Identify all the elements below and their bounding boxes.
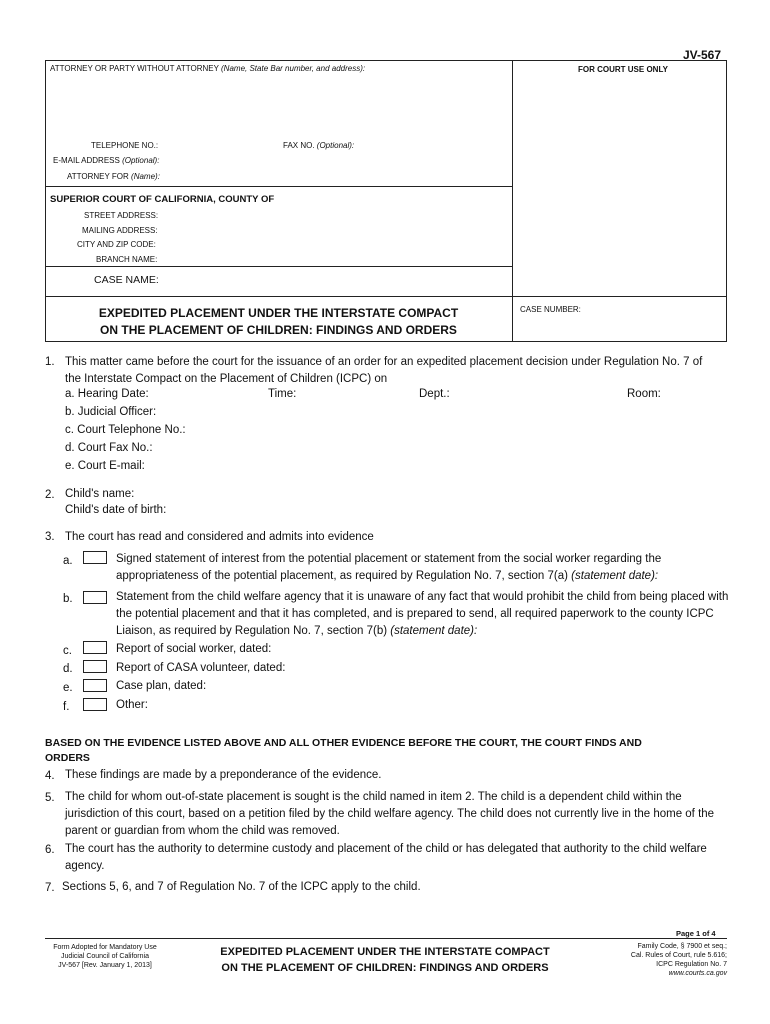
- item7-text: Sections 5, 6, and 7 of Regulation No. 7 of the ICPC apply to the child.: [62, 881, 421, 893]
- item6-text: [65, 841, 745, 875]
- item3a-line2: appropriateness of the potential placement, as required by Regulation No. 7, section 7(a) (statement date):: [116, 570, 659, 582]
- footer-left: [45, 943, 165, 970]
- item3a-checkbox[interactable]: [83, 551, 107, 564]
- findings-heading-line2: ORDERS: [45, 752, 90, 764]
- divider-casename: [45, 296, 727, 297]
- item3f-text: Other:: [116, 699, 148, 711]
- item3d-text: Report of CASA volunteer, dated:: [116, 662, 286, 674]
- item3e-checkbox[interactable]: [83, 679, 107, 692]
- child-dob-label: Child's date of birth:: [65, 504, 167, 516]
- item6-number: 6.: [45, 844, 55, 856]
- item3d-checkbox[interactable]: [83, 660, 107, 673]
- footer-title: [180, 944, 590, 976]
- item3c-checkbox[interactable]: [83, 641, 107, 654]
- court-telephone-label: c. Court Telephone No.:: [65, 424, 186, 436]
- item3b-checkbox[interactable]: [83, 591, 107, 604]
- fax-label: FAX NO. (Optional):: [283, 141, 355, 150]
- item3b-letter: b.: [63, 593, 73, 605]
- findings-heading-line1: BASED ON THE EVIDENCE LISTED ABOVE AND ALL OTHER EVIDENCE BEFORE THE COURT, THE COURT FINDS AND: [45, 737, 642, 749]
- findings-heading: [45, 736, 735, 766]
- item3b-line2: the potential placement and that it has completed, and is prepared to send, all required paperwork to the county ICPC: [116, 608, 714, 620]
- item5-number: 5.: [45, 792, 55, 804]
- footer-rule: [45, 938, 727, 939]
- item3c-text: Report of social worker, dated:: [116, 643, 272, 655]
- footer-left-line3: JV-567 [Rev. January 1, 2013]: [58, 962, 152, 969]
- footer-right-line1: Family Code, § 7900 et seq.;: [637, 943, 727, 950]
- attorney-label: ATTORNEY OR PARTY WITHOUT ATTORNEY (Name, State Bar number, and address):: [50, 64, 366, 73]
- item2-number: 2.: [45, 489, 55, 501]
- case-number-label: CASE NUMBER:: [520, 305, 581, 314]
- item3e-letter: e.: [63, 682, 73, 694]
- item3f-checkbox[interactable]: [83, 698, 107, 711]
- item3c-letter: c.: [63, 645, 72, 657]
- item5-line2: jurisdiction of this court, based on a petition filed by the child welfare agency. The child does not currently live in the home of the: [65, 808, 715, 820]
- dept-label: Dept.:: [419, 388, 450, 400]
- item7-number: 7.: [45, 882, 55, 894]
- court-fax-label: d. Court Fax No.:: [65, 442, 153, 454]
- item3d-letter: d.: [63, 663, 73, 675]
- time-label: Time:: [268, 388, 297, 400]
- item3a-text: [116, 551, 736, 585]
- footer-right-line2: Cal. Rules of Court, rule 5.616;: [630, 952, 727, 959]
- divider-court: [45, 266, 512, 267]
- case-name-label: CASE NAME:: [94, 274, 159, 286]
- item6-line1: The court has the authority to determine custody and placement of the child or has delegated that authority to the child welfare: [65, 843, 707, 855]
- item1-line2: the Interstate Compact on the Placement of Children (ICPC) on: [65, 373, 388, 385]
- court-email-label: e. Court E-mail:: [65, 460, 145, 472]
- item1-number: 1.: [45, 356, 55, 368]
- item1-line1: This matter came before the court for the issuance of an order for an expedited placement decision under Regulation No. 7 of: [65, 356, 703, 368]
- item6-line2: agency.: [65, 860, 105, 872]
- item3-number: 3.: [45, 531, 55, 543]
- item3f-letter: f.: [63, 701, 70, 713]
- page-number: Page 1 of 4: [676, 929, 716, 938]
- form-title-line2: ON THE PLACEMENT OF CHILDREN: FINDINGS AND ORDERS: [100, 323, 457, 337]
- item3a-letter: a.: [63, 555, 73, 567]
- telephone-label: TELEPHONE NO.:: [91, 141, 159, 150]
- judicial-officer-label: b. Judicial Officer:: [65, 406, 157, 418]
- item3-text: The court has read and considered and admits into evidence: [65, 531, 374, 543]
- footer-right: [576, 942, 727, 978]
- room-label: Room:: [627, 388, 661, 400]
- item5-text: [65, 789, 745, 840]
- form-number: JV-567: [683, 48, 722, 62]
- form-title-line1: EXPEDITED PLACEMENT UNDER THE INTERSTATE COMPACT: [98, 306, 459, 320]
- item5-line1: The child for whom out-of-state placement is sought is the child named in item 2. The child is a dependent child within the: [65, 791, 682, 803]
- item3b-line3: Liaison, as required by Regulation No. 7, section 7(b) (statement date):: [116, 625, 478, 637]
- header-divider-vertical: [512, 60, 513, 342]
- court-use-label: FOR COURT USE ONLY: [578, 65, 668, 74]
- city-zip-label: CITY AND ZIP CODE:: [77, 240, 156, 249]
- footer-left-line2: Judicial Council of California: [61, 953, 149, 960]
- mailing-address-label: MAILING ADDRESS:: [82, 226, 158, 235]
- divider-attorney: [45, 186, 512, 187]
- item3e-text: Case plan, dated:: [116, 680, 207, 692]
- item5-line3: parent or guardian from whom the child was removed.: [65, 825, 340, 837]
- item4-text: These findings are made by a preponderance of the evidence.: [65, 769, 382, 781]
- footer-website-link[interactable]: www.courts.ca.gov: [668, 970, 727, 977]
- child-name-label: Child's name:: [65, 488, 135, 500]
- item4-number: 4.: [45, 770, 55, 782]
- hearing-date-label: a. Hearing Date:: [65, 388, 149, 400]
- attorney-for-label: ATTORNEY FOR (Name):: [67, 172, 160, 181]
- footer-left-line1: Form Adopted for Mandatory Use: [53, 944, 157, 951]
- footer-title-line2: ON THE PLACEMENT OF CHILDREN: FINDINGS AND ORDERS: [221, 962, 549, 974]
- item3b-line1: Statement from the child welfare agency that it is unaware of any fact that would prohibit the child from being placed with: [116, 591, 729, 603]
- street-address-label: STREET ADDRESS:: [84, 211, 159, 220]
- court-title: SUPERIOR COURT OF CALIFORNIA, COUNTY OF: [50, 194, 275, 205]
- form-title: [45, 305, 512, 339]
- item3a-line1: Signed statement of interest from the potential placement or statement from the social worker regarding the: [116, 553, 662, 565]
- email-label: E-MAIL ADDRESS (Optional):: [53, 156, 160, 165]
- branch-name-label: BRANCH NAME:: [96, 255, 158, 264]
- footer-title-line1: EXPEDITED PLACEMENT UNDER THE INTERSTATE COMPACT: [220, 946, 550, 958]
- item3b-text: [116, 589, 741, 640]
- footer-right-line3: ICPC Regulation No. 7: [656, 961, 727, 968]
- item1-text: [65, 354, 735, 388]
